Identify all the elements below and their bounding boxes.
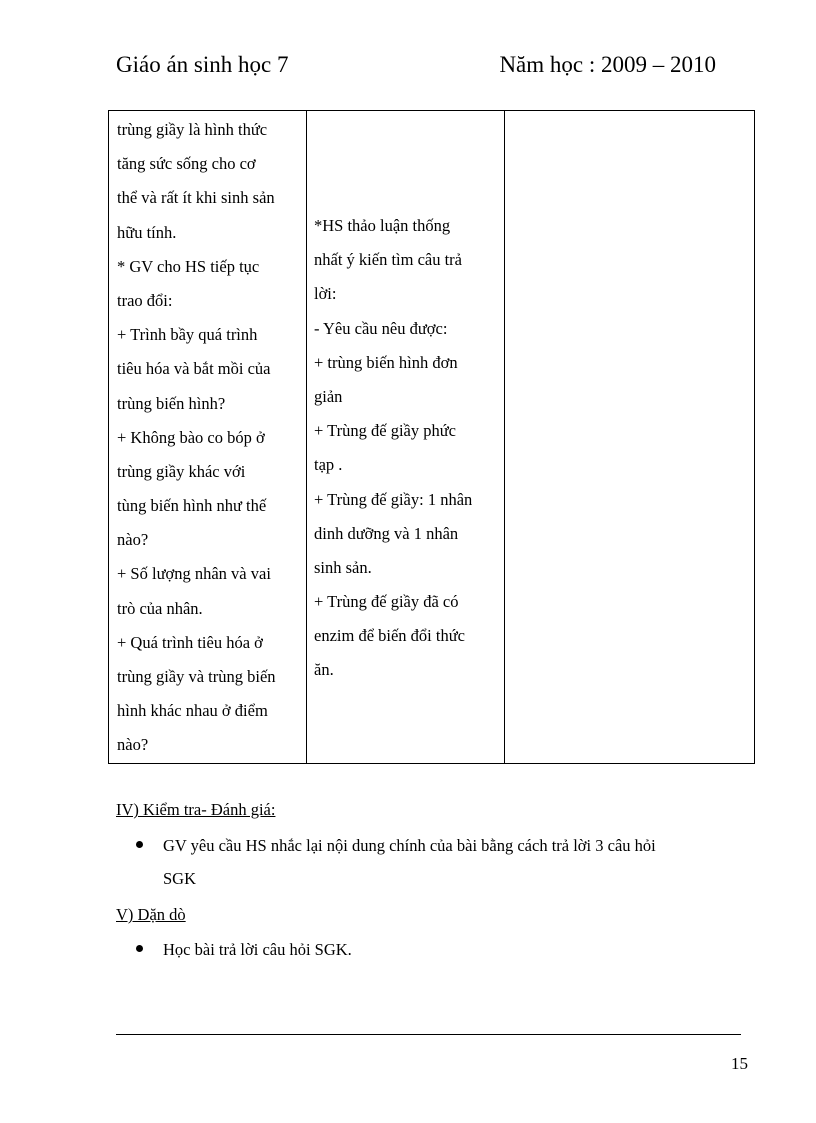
table-line: + Trùng đế giầy phức <box>314 421 456 441</box>
table-line: * GV cho HS tiếp tục <box>117 256 260 276</box>
footer-divider <box>116 1034 741 1035</box>
table-line: dinh dưỡng và 1 nhân <box>314 523 459 543</box>
table-line: trùng giầy và trùng biến <box>117 667 276 686</box>
page-header <box>116 52 716 86</box>
bullet-icon <box>136 841 143 848</box>
table-line: trùng giầy là hình thức <box>117 120 268 139</box>
table-line: enzim để biến đổi thức <box>314 626 465 646</box>
table-line: tiêu hóa và bắt mồi của <box>117 359 271 379</box>
table-line: tạp . <box>314 455 343 475</box>
bullet-line: Học bài trả lời câu hỏi SGK. <box>163 940 352 959</box>
table-line: tùng biến hình như thế <box>117 496 267 516</box>
section-4-title: IV) Kiểm tra- Đánh giá: <box>116 800 276 819</box>
notes-cell <box>505 111 755 764</box>
table-line: nào? <box>117 530 149 550</box>
table-line: giản <box>314 386 343 406</box>
table-line: + Trình bầy quá trình <box>117 325 258 345</box>
bullet-text <box>163 829 763 895</box>
table-line: nhất ý kiến tìm câu trả <box>314 250 462 270</box>
table-line: + Không bào co bóp ở <box>117 427 265 447</box>
table-row <box>109 111 755 764</box>
student-activity-cell <box>307 111 505 764</box>
school-year: Năm học : 2009 – 2010 <box>499 52 716 77</box>
section-5-title: V) Dặn dò <box>116 905 186 924</box>
table-line: trùng biến hình? <box>117 393 226 413</box>
table-line: sinh sản. <box>314 557 372 577</box>
table-line: trò của nhân. <box>117 598 203 618</box>
table-line: + Trùng đế giầy: 1 nhân <box>314 489 473 509</box>
table-line: ăn. <box>314 660 334 680</box>
table-line: tăng sức sống cho cơ <box>117 154 256 174</box>
document-title: Giáo án sinh học 7 <box>116 52 289 77</box>
section-5-bullet <box>136 933 756 966</box>
bullet-line: GV yêu cầu HS nhắc lại nội dung chính của bài bằng cách trả lời 3 câu hỏi <box>163 836 656 855</box>
table-line: - Yêu cầu nêu được: <box>314 318 448 338</box>
teacher-activity-cell <box>109 111 307 764</box>
table-line: trao đổi: <box>117 290 173 310</box>
page-number: 15 <box>731 1054 748 1073</box>
bullet-line: SGK <box>163 869 197 888</box>
table-line: + Số lượng nhân và vai <box>117 564 271 584</box>
bullet-text <box>163 933 763 966</box>
table-line: thể và rất ít khi sinh sản <box>117 188 275 208</box>
student-activity-lines <box>307 111 504 688</box>
table-line: *HS thảo luận thống <box>314 216 451 235</box>
table-line: hữu tính. <box>117 222 177 242</box>
table-line: lời: <box>314 284 337 304</box>
table-line: hình khác nhau ở điểm <box>117 701 268 721</box>
table-line: nào? <box>117 735 149 755</box>
table-line: + trùng biến hình đơn <box>314 352 458 372</box>
section-4-bullet <box>136 829 756 895</box>
table-line: + Trùng đế giầy đã có <box>314 592 459 612</box>
bullet-icon <box>136 945 143 952</box>
teacher-activity-lines <box>109 111 306 763</box>
table-line: + Quá trình tiêu hóa ở <box>117 632 263 652</box>
lesson-table <box>108 110 755 764</box>
table-line: trùng giầy khác với <box>117 461 246 481</box>
